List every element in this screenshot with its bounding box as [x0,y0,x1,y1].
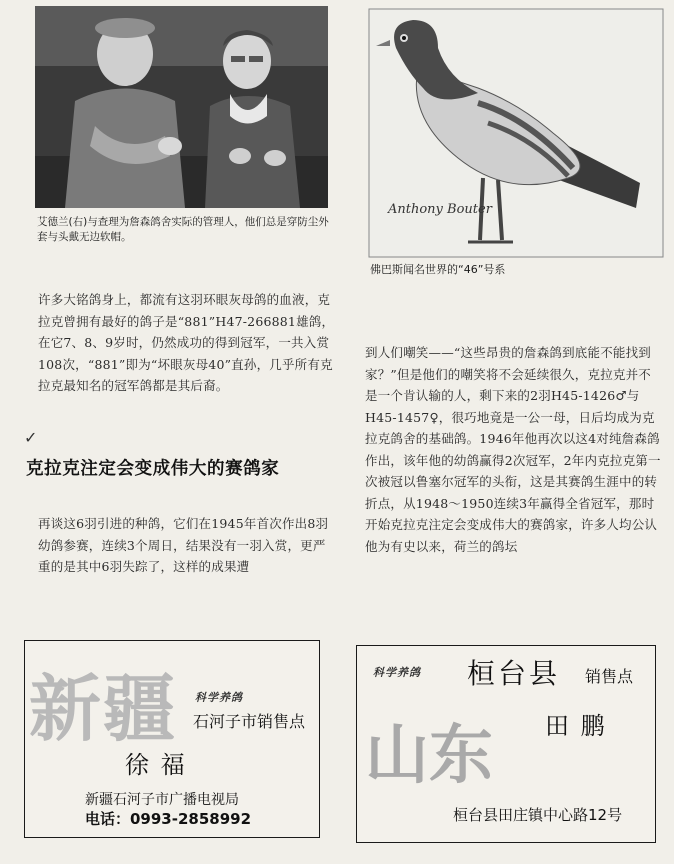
ad-huantai-county: 桓台县 [467,657,561,690]
photo-managers-image [35,6,328,208]
ad-xinjiang-phone: 电话：0993-2858992 [85,810,252,828]
photo-managers-caption: 艾德兰(右)与查理为詹森鸽舍实际的管理人，他们总是穿防尘外套与头戴无边软帽。 [37,216,329,243]
ad-huantai-address: 桓台县田庄镇中心路12号 [453,806,623,824]
photo-pigeon-caption: 佛巴斯闻名世界的“46”号系 [370,263,506,276]
artist-signature: Anthony Bouter [388,202,492,217]
ad-huantai-name: 田 鹏 [545,712,607,740]
ad-xinjiang-big-text: 新疆 [29,667,178,751]
ad-huantai-shop: 销售点 [585,667,634,686]
ad-xinjiang-address: 新疆石河子市广播电视局 [85,792,239,808]
ad-xinjiang-shop: 石河子市销售点 [193,712,306,731]
ad-xinjiang-slogan: 科学养鸽 [195,691,243,704]
section-heading: 克拉克注定会变成伟大的赛鸽家 [26,459,280,479]
article-paragraph-1: 许多大铭鸽身上，都流有这羽环眼灰母鸽的血液，克拉克曾拥有最好的鸽子是“881”H47-266881雄鸽，在它7、8、9岁时，仍然成功的得到冠军，一共入赏108次，“881”即为“坏眼灰母40”直孙，几乎所有克拉克最知名的冠军鸽都是其后裔。 [38,292,335,393]
photo-pigeon-image [368,8,664,258]
ad-xinjiang [24,640,320,838]
article-paragraph-3: 到人们嘲笑——“这些昂贵的詹森鸽到底能不能找到家？”但是他们的嘲笑将不会延续很久，克拉克并不是一个肯认输的人，剩下来的2羽H45-1426♂与H45-1457♀，很巧地竟是一公一母，日后均成为克拉克鸽舍的基础鸽。1946年他再次以这4对纯詹森鸽作出，该年他的幼鸽赢得2次冠军，2年内克拉克第一次被冠以鲁塞尔冠军的头衔，这是其赛鸽生涯中的转折点，从1948～1950连续3年赢得全省冠军，那时开始克拉克注定会变成伟大的赛鸽家，许多人均公认他为有史以来，荷兰的鸽坛 [365,345,661,554]
ad-xinjiang-name: 徐 福 [125,751,187,779]
photo-pigeon [368,8,664,258]
ad-huantai-big-text: 山东 [365,719,493,793]
photo-managers [35,6,328,208]
ad-huantai [356,645,656,843]
article-paragraph-2: 再谈这6羽引进的种鸽，它们在1945年首次作出8羽幼鸽参赛，连续3个周日，结果没有一羽入赏，更严重的是其中6羽失踪了，这样的成果遭 [38,516,329,574]
check-mark-icon: ✓ [24,428,38,447]
ad-huantai-slogan: 科学养鸽 [373,666,421,679]
